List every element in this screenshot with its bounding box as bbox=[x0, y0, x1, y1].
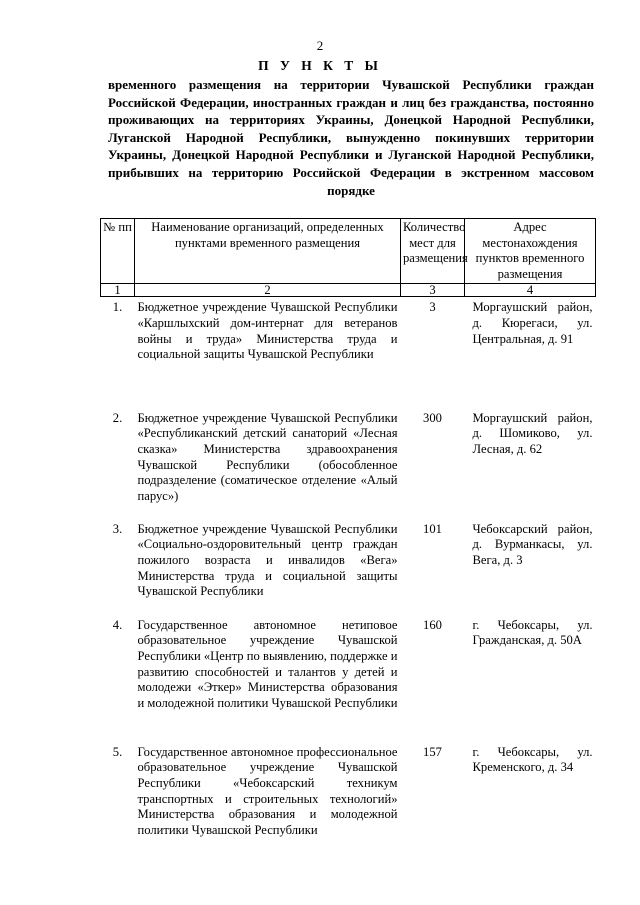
address-value: г. Чебоксары, ул. Кременского, д. 34 bbox=[472, 744, 593, 775]
table-row bbox=[101, 519, 596, 615]
row-number: 2. bbox=[112, 410, 123, 425]
table-row bbox=[101, 742, 596, 839]
table-row bbox=[101, 615, 596, 742]
header-address: Адрес местонахождения пунктов временного размещения bbox=[465, 219, 596, 284]
row-number: 4. bbox=[112, 617, 123, 632]
organization-name: Государственное автономное нетиповое образовательное учреждение Чувашской Республики «Центр по выявлению, поддержке и развитию способностей и талантов у детей и молодежи «Эткер» Министерства образования и молодежной политики Чувашской Республики bbox=[137, 617, 398, 710]
placement-points-table bbox=[100, 218, 596, 838]
organization-name: Бюджетное учреждение Чувашской Республики «Каршлыхский дом-интернат для ветеранов войны и труда» Министерства труда и социальной защиты Чувашской Республики bbox=[137, 300, 398, 362]
address-value: г. Чебоксары, ул. Гражданская, д. 50А bbox=[472, 617, 593, 648]
table-row bbox=[101, 408, 596, 519]
capacity-value: 160 bbox=[423, 617, 442, 632]
row-number: 3. bbox=[112, 521, 123, 536]
document-title: П У Н К Т Ы bbox=[258, 58, 382, 73]
page-number: 2 bbox=[316, 38, 324, 53]
column-number-2: 2 bbox=[135, 284, 401, 297]
row-number: 1. bbox=[112, 300, 123, 315]
organization-name: Государственное автономное профессиональное образовательное учреждение Чувашской Республики «Чебоксарский техникум транспортных и строительных технологий» Министерства образования и молодежной политики Чувашской Республики bbox=[137, 744, 398, 837]
header-number: № пп bbox=[101, 219, 135, 284]
header-capacity: Количество мест для размещения bbox=[401, 219, 465, 284]
table-row bbox=[101, 297, 596, 408]
capacity-value: 157 bbox=[423, 744, 442, 759]
address-value: Моргаушский район, д. Шомиково, ул. Лесная, д. 62 bbox=[472, 410, 593, 457]
capacity-value: 3 bbox=[429, 300, 436, 315]
organization-name: Бюджетное учреждение Чувашской Республики «Социально-оздоровительный центр граждан пожилого возраста и инвалидов «Вега» Министерства труда и социальной защиты Чувашской Республики bbox=[137, 521, 398, 599]
document-subtitle: временного размещения на территории Чувашской Республики граждан Российской Федерации, иностранных граждан и лиц без гражданства, постоянно проживающих на территориях Украины, Донецкой Народной Республики, Луганской Народной Республики, вынужденно покинувших территории Украины, Донецкой Народной Республики и Луганской Народной Республики, прибывших на территорию Российской Федерации в экстренном массовом порядке bbox=[108, 77, 594, 198]
organization-name: Бюджетное учреждение Чувашской Республики «Республиканский детский санаторий «Лесная сказка» Министерства здравоохранения Чувашской Республики (обособленное подразделение (соматическое отделение «Алый парус») bbox=[137, 410, 398, 503]
column-number-4: 4 bbox=[465, 284, 596, 297]
capacity-value: 300 bbox=[423, 410, 442, 425]
header-organization: Наименование организаций, определенных пунктами временного размещения bbox=[135, 219, 401, 284]
capacity-value: 101 bbox=[423, 521, 442, 536]
address-value: Чебоксарский район, д. Вурманкасы, ул. Вега, д. 3 bbox=[472, 521, 593, 568]
address-value: Моргаушский район, д. Кюрегаси, ул. Центральная, д. 91 bbox=[472, 300, 593, 346]
column-number-1: 1 bbox=[101, 284, 135, 297]
row-number: 5. bbox=[112, 744, 123, 759]
column-number-3: 3 bbox=[401, 284, 465, 297]
